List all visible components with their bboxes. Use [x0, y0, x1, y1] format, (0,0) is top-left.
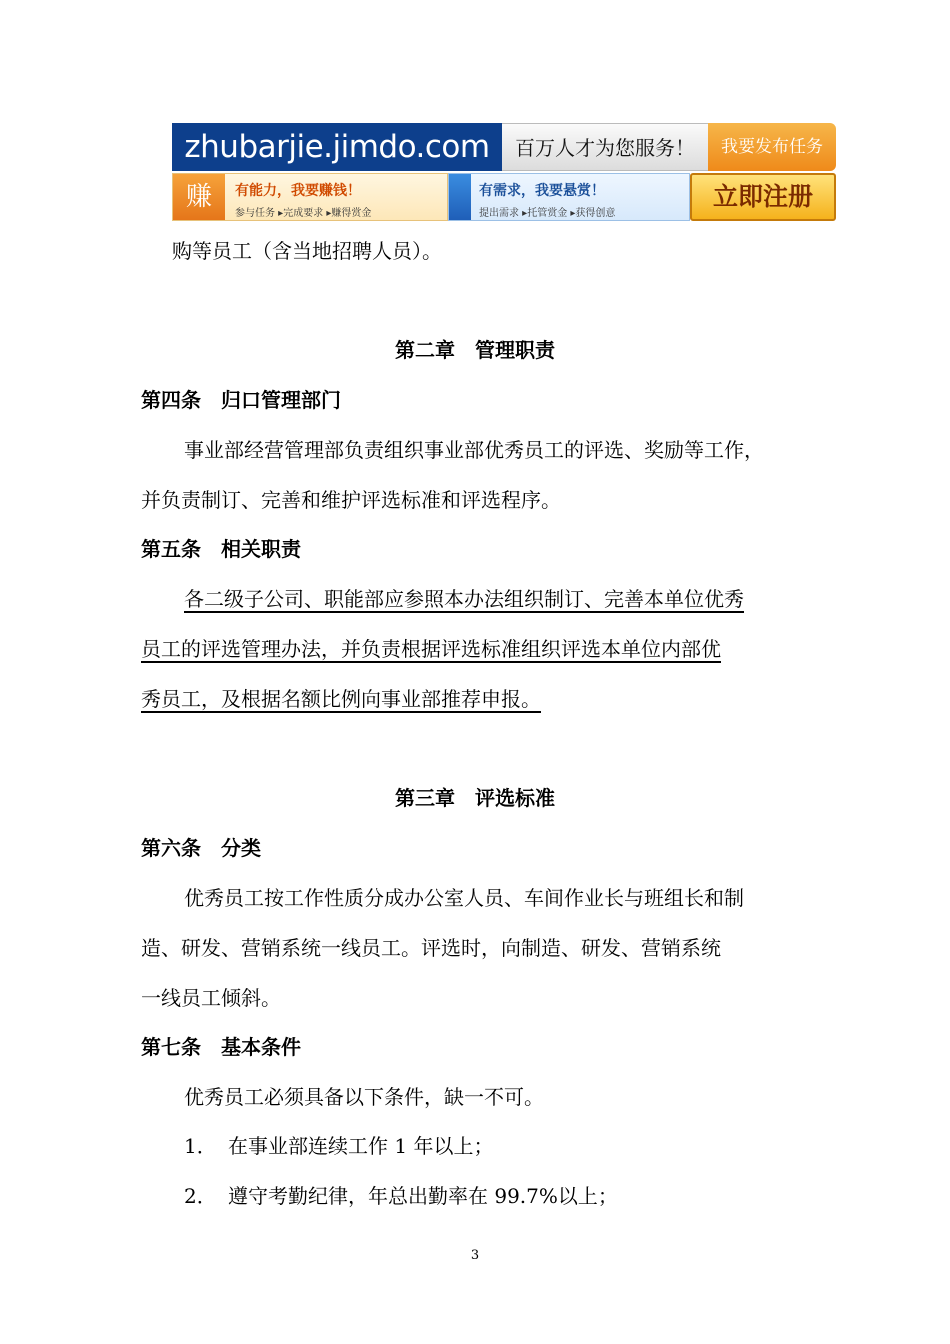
- list-item-text: 在事业部连续工作 1 年以上；: [228, 1134, 494, 1158]
- list-item-text: 遵守考勤纪律，年总出勤率在 99.7%以上；: [228, 1184, 618, 1208]
- paragraph-line: 造、研发、营销系统一线员工。评选时，向制造、研发、营销系统: [141, 936, 721, 960]
- paragraph-line: 一线员工倾斜。: [141, 986, 281, 1010]
- chapter-heading: 第三章 评选标准: [395, 786, 555, 810]
- list-item-number: 2．: [184, 1184, 217, 1208]
- page-number: 3: [470, 1248, 480, 1263]
- chapter-heading: 第二章 管理职责: [395, 338, 555, 362]
- article-heading: 第四条 归口管理部门: [141, 388, 341, 412]
- list-item-number: 1．: [184, 1134, 217, 1158]
- earn-icon: 赚: [173, 174, 225, 220]
- banner-bottom-row: [172, 173, 836, 221]
- need-panel[interactable]: [448, 173, 690, 221]
- article-heading: 第七条 基本条件: [141, 1035, 301, 1059]
- underlined-paragraph-line: 各二级子公司、职能部应参照本办法组织制订、完善本单位优秀: [184, 587, 744, 611]
- ad-banner[interactable]: [172, 123, 836, 221]
- need-title: 有需求，我要悬赏！: [479, 183, 605, 199]
- article-heading: 第六条 分类: [141, 836, 261, 860]
- earn-steps: 参与任务 ▸完成要求 ▸赚得赏金: [235, 208, 372, 219]
- earn-panel[interactable]: [172, 173, 448, 221]
- earn-title: 有能力，我要赚钱！: [235, 183, 361, 199]
- article-heading: 第五条 相关职责: [141, 537, 301, 561]
- paragraph-line: 优秀员工按工作性质分成办公室人员、车间作业长与班组长和制: [184, 886, 744, 910]
- need-steps: 提出需求 ▸托管赏金 ▸获得创意: [479, 208, 616, 219]
- underlined-paragraph-line: 员工的评选管理办法，并负责根据评选标准组织评选本单位内部优: [141, 637, 721, 661]
- publish-task-button[interactable]: 我要发布任务: [708, 123, 836, 171]
- banner-top-row: [172, 123, 836, 171]
- banner-domain-link[interactable]: zhubarjie.jimdo.com: [172, 123, 502, 171]
- paragraph-line: 事业部经营管理部负责组织事业部优秀员工的评选、奖励等工作，: [184, 438, 764, 462]
- paragraph-line: 优秀员工必须具备以下条件，缺一不可。: [184, 1085, 544, 1109]
- need-icon: [449, 174, 471, 220]
- paragraph-line: 并负责制订、完善和维护评选标准和评选程序。: [141, 488, 561, 512]
- continued-paragraph-line: 购等员工（含当地招聘人员）。: [172, 239, 442, 263]
- register-button[interactable]: 立即注册: [690, 173, 836, 221]
- banner-slogan: 百万人才为您服务！: [502, 123, 708, 171]
- underlined-paragraph-line: 秀员工，及根据名额比例向事业部推荐申报。: [141, 687, 541, 711]
